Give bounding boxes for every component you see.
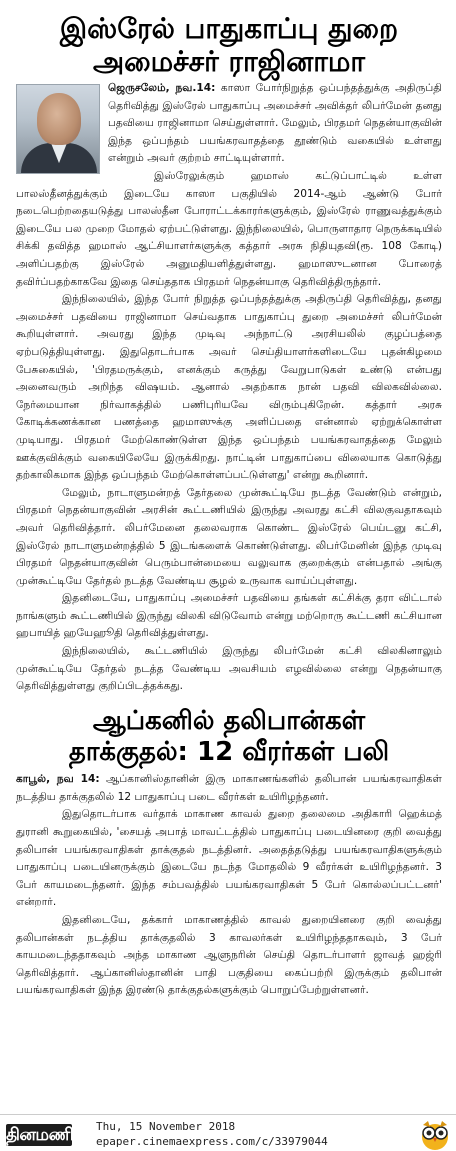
headline-line-1: இஸ்ரேல் பாதுகாப்பு துறை bbox=[59, 12, 399, 45]
dateline: காபூல், நவ 14: bbox=[16, 773, 100, 786]
paragraph: காபூல், நவ 14: ஆப்கானிஸ்தானின் இரு மாகாணங்களில் தலிபான் பயங்கரவாதிகள் நடத்திய தாக்குதலில் 12 பாதுகாப்பு படை வீரர்கள் உயிரிழந்தனர். bbox=[16, 773, 442, 803]
paragraph: இந்நிலையில், இந்த போர் நிறுத்த ஒப்பந்தத்துக்கு அதிருப்தி தெரிவித்து, தனது அமைச்சர் பதவியை ராஜினாமா செய்வதாக பாதுகாப்பு துறை அமைச்சர் லிபர்மேன் கூறியுள்ளார். அவரது இந்த முடிவு அந்நாட்டு அரசியலில் குழப்பத்தை ஏற்படுத்தியுள்ளது. இதுதொடர்பாக அவர் செய்தியாளர்களிடையே புதன்கிழமை பேசுகையில், 'பிரதமருக்கும், எனக்கும் கருத்து வேறுபாடுகள் உண்டு என்பது அனைவரும் அறிந்த விஷயம். ஆனால் அதற்காக நான் பதவி விலகவில்லை. நேர்மையான நிர்வாகத்தில் பணிபுரியவே விரும்புகிறேன். கத்தார் அரசு கோடிக்கணக்கான பணத்தை ஹமாஸுக்கு அளிப்பதை என்னால் ஏற்றுக்கொள்ள முடியாது. பிரதமர் மேற்கொண்டுள்ள இந்த ஒப்பந்தம் பயங்கரவாதத்தை மேலும் ஊக்குவிக்கும் வகையிலேயே இருக்கிறது. நாட்டின் பாதுகாப்பை விலையாக கொடுத்து தற்காலிகமாக இந்த ஒப்பந்தம் மேற்கொள்ளப்பட்டுள்ளது' என்று கூறினார். bbox=[16, 293, 442, 482]
headline-line-2: அமைச்சர் ராஜினாமா bbox=[92, 45, 366, 79]
paragraph: இஸ்ரேலுக்கும் ஹமாஸ் கட்டுப்பாட்டில் உள்ள பாலஸ்தீனத்துக்கும் இடையே காஸா பகுதியில் 2014-ஆம் ஆண்டு போர் நடைபெற்றதையடுத்து பாலஸ்தீன போராட்டக்காரர்களுக்கும், இஸ்ரேல் ராணுவத்துக்கும் இடையே பல முறை மோதல் ஏற்பட்டுள்ளது. இந்நிலையில், பொருளாதார நெருக்கடியில் சிக்கி தவித்த ஹமாஸ் ஆட்சியாளர்களுக்கு கத்தார் அரசு நிதியுதவி(ரூ. 108 கோடி) அளிப்பதற்கு இஸ்ரேல் அனுமதியளித்துள்ளது. ஹமாஸுடனான போரைத் தவிர்ப்பதற்காகவே இதை செய்ததாக பிரதமர் நெதன்யாகு தெரிவித்திருந்தார். bbox=[16, 170, 442, 288]
dinamani-logo[interactable]: தினமணி bbox=[6, 1125, 74, 1145]
paragraph: மேலும், நாடாளுமன்றத் தேர்தலை முன்கூட்டியே நடத்த வேண்டும் என்றும், பிரதமர் நெதன்யாகுவின் அரசின் கூட்டணியில் இருந்து அவரது கட்சி விலகுவதாகவும் அவர் தெரிவித்தார். லிபர்மேனை தலைவராக கொண்ட இஸ்ரேல் பெய்டனு கட்சி, இஸ்ரேல் நாடாளுமன்றத்தில் 5 இடங்களைக் கொண்டுள்ளது. லிபர்மேனின் இந்த முடிவு பிரதமர் நெதன்யாகுவின் பெரும்பான்மையை வலுவாக குறைக்கும் என்பதால் அங்கு முன்கூட்டியே தேர்தல் நடத்த வேண்டிய சூழல் உருவாக வாய்ப்புள்ளது. bbox=[16, 486, 442, 587]
article-afghanistan bbox=[16, 706, 442, 1000]
paragraph: இதுதொடர்பாக வர்தாக் மாகாண காவல் துறை தலைமை அதிகாரி ஹெக்மத் துரானி கூறுகையில், 'சையத் அபாத் மாவட்டத்தில் பாதுகாப்பு படையினரை குறி வைத்து தலிபான் பயங்கரவாதிகள் தாக்குதல் நடத்தினர். அதைத்தடுத்து பயங்கரவாதிகளுக்கும் பாதுகாப்பு படையினருக்கும் இடையே நடந்த மோதலில் 9 வீரர்கள் உயிரிழந்தனர். 3 பேர் காயமடைந்தனர். இந்த சம்பவத்தில் பயங்கரவாதிகள் 5 பேர் கொல்லப்பட்டனர்' என்றார். bbox=[16, 808, 442, 909]
dateline: ஜெருசலேம், நவ.14: bbox=[108, 82, 216, 95]
article-israel bbox=[16, 12, 442, 696]
epaper-url[interactable]: epaper.cinemaexpress.com/c/33979044 bbox=[96, 1135, 328, 1148]
paragraph: ஜெருசலேம், நவ.14: காஸா போர்நிறுத்த ஒப்பந்தத்துக்கு அதிருப்தி தெரிவித்து இஸ்ரேல் பாதுகாப்பு அமைச்சர் அவிக்தர் லிபர்மேன் தனது பதவியை ராஜினாமா செய்துள்ளார். மேலும், பிரதமர் நெதன்யாகுவின் இந்த ஒப்பந்தம் பயங்கரவாதத்தை தூண்டும் வகையில் உள்ளது என்றும் அவர் குற்றம் சாட்டியுள்ளார். bbox=[108, 82, 442, 165]
edition-date: Thu, 15 November 2018 bbox=[96, 1120, 236, 1133]
lieberman-photo bbox=[16, 84, 100, 174]
headline-israel bbox=[16, 12, 442, 78]
article-body bbox=[16, 771, 442, 1000]
headline-line-1: ஆப்கனில் தலிபான்கள் bbox=[92, 705, 366, 736]
paragraph: இந்நிலையில், கூட்டணியில் இருந்து லிபர்மேன் கட்சி விலகினாலும் முன்கூட்டியே தேர்தல் நடத்த வேண்டிய அவசியம் எழவில்லை என்று நெதன்யாகு தெரிவித்துள்ளது குறிப்பிடத்தக்கது. bbox=[16, 645, 442, 693]
headline-line-2: தாக்குதல்: 12 வீரர்கள் பலி bbox=[68, 736, 390, 767]
epaper-footer bbox=[0, 1114, 456, 1151]
owl-mascot-icon bbox=[418, 1117, 452, 1151]
paragraph: இதனிடையே, பாதுகாப்பு அமைச்சர் பதவியை தங்கள் கட்சிக்கு தரா விட்டால் நாங்களும் கூட்டணியில் இருந்து விலகி விடுவோம் என்று மற்றொரு கூட்டணி கட்சியான ஹபாயித் ஹயேஹூதி தெரிவித்துள்ளது. bbox=[16, 592, 442, 640]
paragraph: இதனிடையே, தக்கார் மாகாணத்தில் காவல் துறையினரை குறி வைத்து தலிபான்கள் நடத்திய தாக்குதலில் 3 காவலர்கள் உயிரிழந்ததாகவும், 3 பேர் காயமடைந்ததாகவும் அந்த மாகாண ஆளுநரின் செய்தி தொடர்பாளர் ஜாவத் ஹஜ்ரி தெரிவித்தார். ஆப்கானிஸ்தானின் பாதி பகுதியை கைப்பற்றி இருக்கும் தலிபான் பயங்கரவாதிகள் இந்த இரண்டு தாக்குதல்களுக்கும் பொறுப்பேற்றுள்ளனர். bbox=[16, 913, 442, 997]
headline-afghanistan bbox=[16, 706, 442, 767]
article-body bbox=[16, 80, 442, 696]
article-separator bbox=[16, 696, 442, 706]
